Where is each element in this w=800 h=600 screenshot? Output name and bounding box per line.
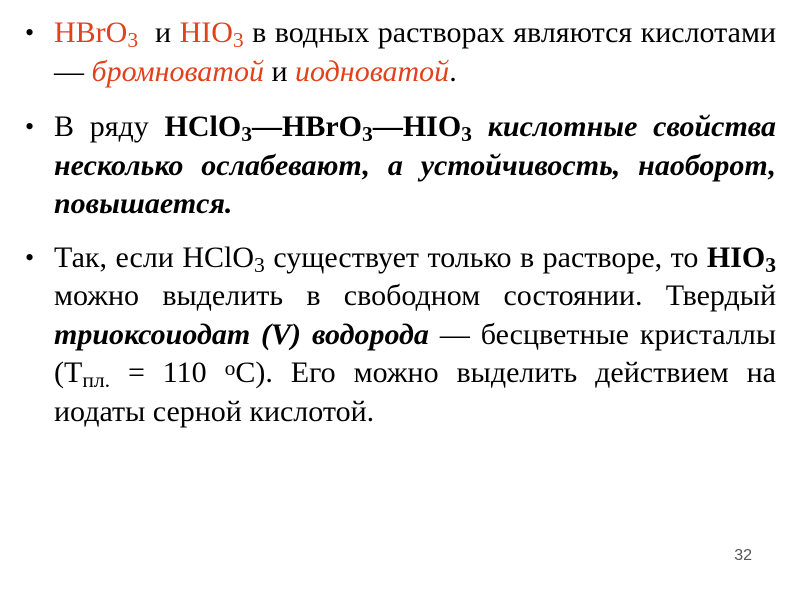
- bullet-dot-icon: •: [25, 242, 35, 272]
- formula-hio3-bold: $HIO_3$: [706, 240, 777, 277]
- bullet-item-2: • В ряду $HClO_3—HBrO_3—HIO_3$ кислотные свойства несколько ослабевают, а устойчивость, наоборот, повышается.: [25, 110, 777, 220]
- page-number: 32: [734, 547, 752, 564]
- bullet-dot-icon: •: [25, 112, 35, 141]
- formula-series: $HClO_3—HBrO_3—HIO_3$: [164, 110, 472, 146]
- bullet-list: [22, 14, 776, 448]
- bullet-item-3: • Так, если HClO$_3$ существует только в растворе, то $HIO_3$ можно выделить в свободном состоянии. Твердый триоксоиодат (V) водорода — бесцветные кристаллы ($T_{пл.} = 110$ $^o$С). Его можно выделить действием на иодаты серной кислотой.: [25, 240, 777, 428]
- compound-name: триоксоиодат (V) водорода: [54, 317, 429, 351]
- series-description: кислотные свойства несколько ослабевают, а устойчивость, наоборот, повышается.: [54, 110, 777, 220]
- acid-name-bromic: бромноватой: [91, 54, 264, 88]
- formula-hio3: $HIO_3$: [179, 16, 244, 52]
- formula-hbro3: HBrO$_3$: [54, 16, 139, 52]
- bullet-item-1: • HBrO$_3$ и $HIO_3$ в водных растворах являются кислотами — бромноватой и иодноватой.: [25, 16, 776, 88]
- bullet-dot-icon: •: [25, 18, 35, 47]
- acid-name-iodic: иодноватой: [295, 54, 450, 88]
